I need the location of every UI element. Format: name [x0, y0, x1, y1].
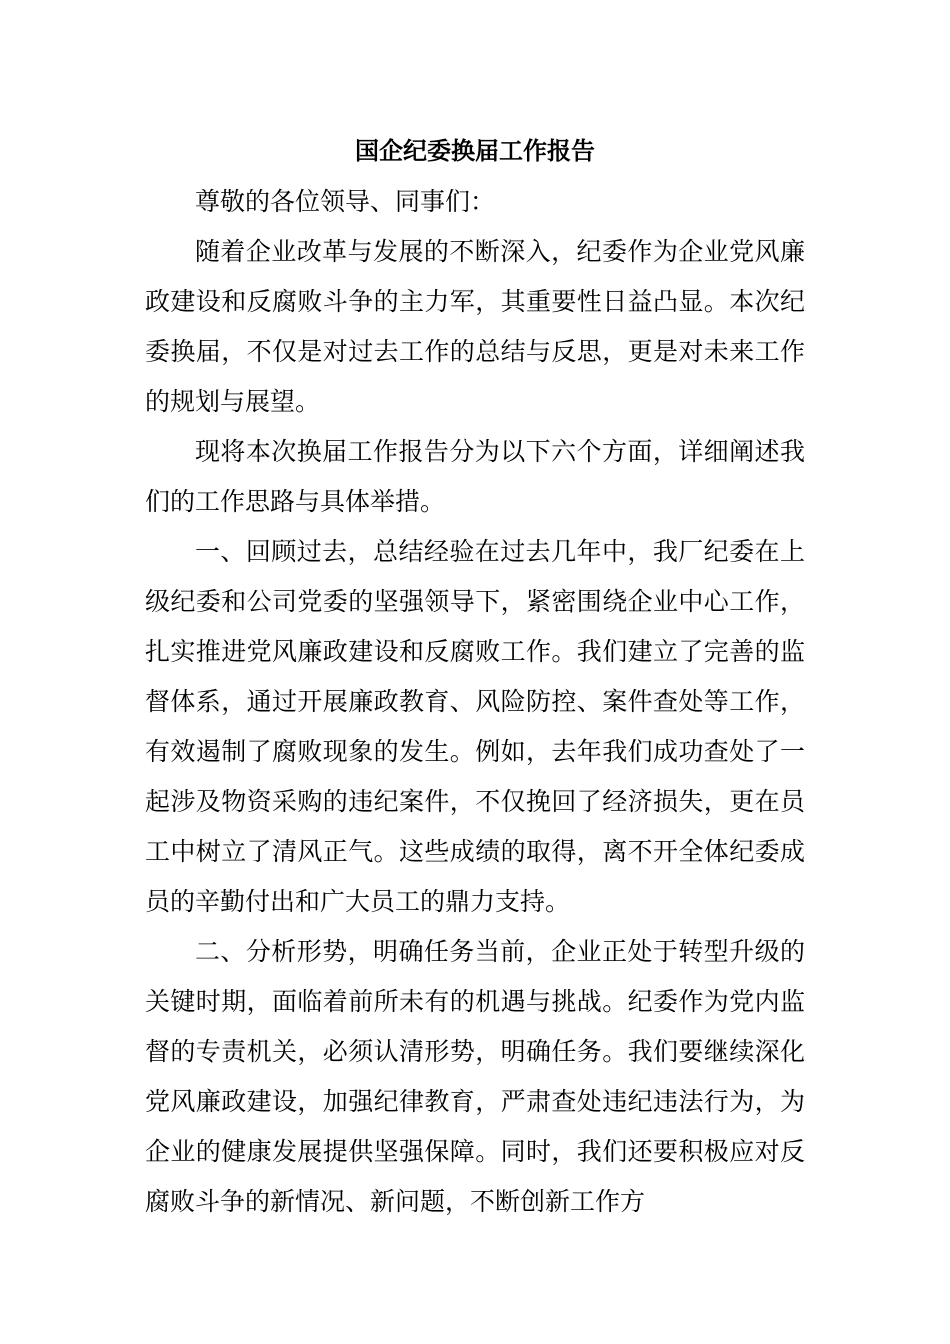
salutation-paragraph: 尊敬的各位领导、同事们：: [195, 187, 496, 216]
intro-paragraph: 随着企业改革与发展的不断深入，纪委作为企业党风廉政建设和反腐败斗争的主力军，其重要性日益凸显。本次纪委换届，不仅是对过去工作的总结与反思，更是对未来工作的规划与展望。: [145, 237, 805, 416]
section-one-paragraph: 一、回顾过去，总结经验在过去几年中，我厂纪委在上级纪委和公司党委的坚强领导下，紧密围绕企业中心工作，扎实推进党风廉政建设和反腐败工作。我们建立了完善的监督体系，通过开展廉政教育、风险防控、案件查处等工作，有效遏制了腐败现象的发生。例如，去年我们成功查处了一起涉及物资采购的违纪案件，不仅挽回了经济损失，更在员工中树立了清风正气。这些成绩的取得，离不开全体纪委成员的辛勤付出和广大员工的鼎力支持。: [145, 537, 805, 916]
section-two-paragraph: 二、分析形势，明确任务当前，企业正处于转型升级的关键时期，面临着前所未有的机遇与挑战。纪委作为党内监督的专责机关，必须认清形势，明确任务。我们要继续深化党风廉政建设，加强纪律教育，严肃查处违纪违法行为，为企业的健康发展提供坚强保障。同时，我们还要积极应对反腐败斗争的新情况、新问题，不断创新工作方: [145, 937, 805, 1216]
outline-paragraph: 现将本次换届工作报告分为以下六个方面，详细阐述我们的工作思路与具体举措。: [145, 437, 805, 516]
document-title: 国企纪委换届工作报告: [355, 137, 595, 165]
document-body: [145, 177, 805, 1227]
